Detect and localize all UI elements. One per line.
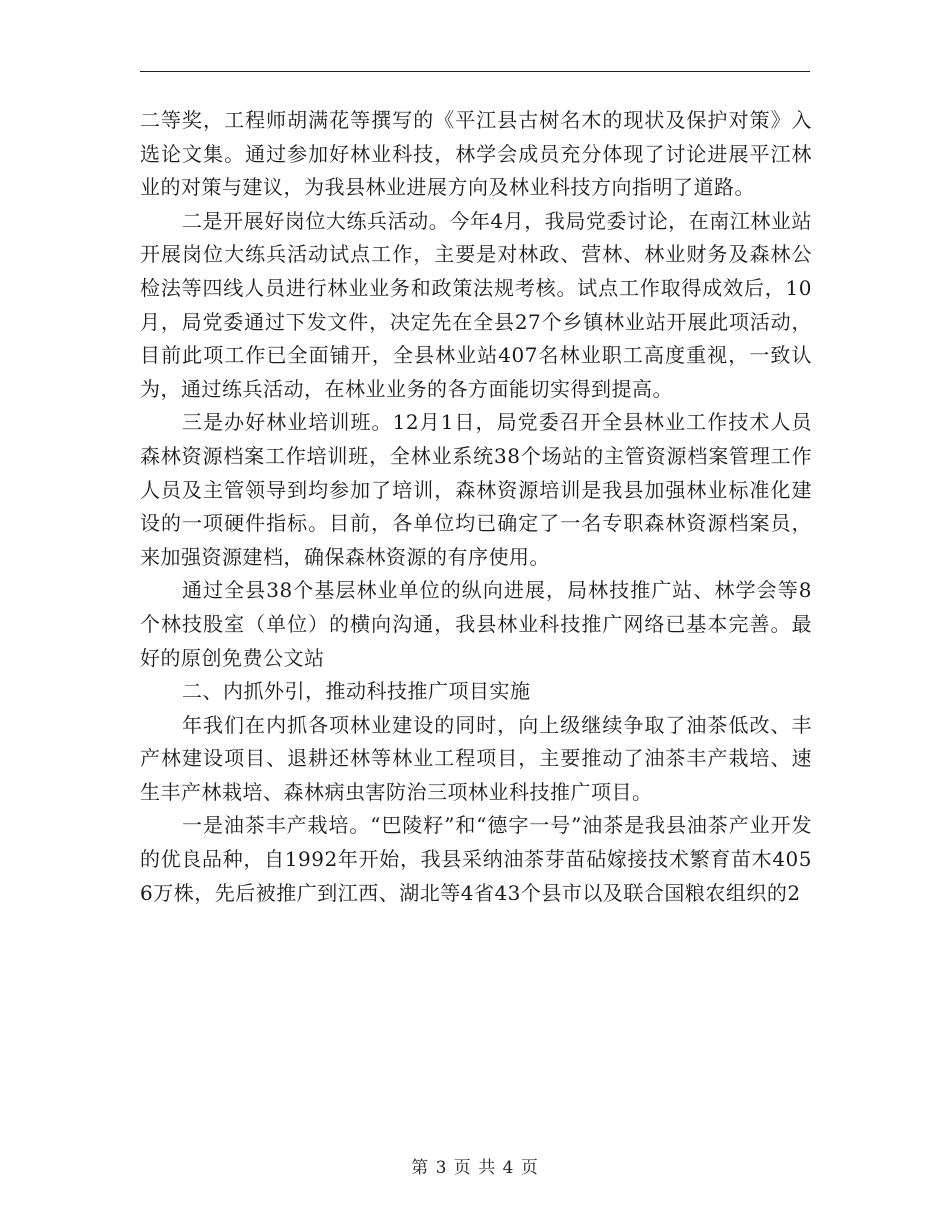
paragraph-1: 二等奖，工程师胡满花等撰写的《平江县古树名木的现状及保护对策》入选论文集。通过参加好林业科技，林学会成员充分体现了讨论进展平江林业的对策与建议，为我县林业进展方向及林业科技方向指明了道路。	[140, 108, 812, 200]
paragraph-6: 一是油茶丰产栽培。“巴陵籽”和“德字一号”油茶是我县油茶产业开发的优良品种，自1992年开始，我县采纳油茶芽苗砧嫁接技术繁育苗木4056万株，先后被推广到江西、湖北等4省43个县市以及联合国粮农组织的2	[140, 813, 812, 905]
page-number: 第 3 页 共 4 页	[411, 1158, 539, 1178]
document-body	[140, 104, 812, 910]
paragraph-5: 年我们在内抓各项林业建设的同时，向上级继续争取了油茶低改、丰产林建设项目、退耕还林等林业工程项目，主要推动了油茶丰产栽培、速生丰产林栽培、森林病虫害防治三项林业科技推广项目。	[140, 712, 812, 804]
paragraph-4: 通过全县38个基层林业单位的纵向进展，局林技推广站、林学会等8个林技股室（单位）的横向沟通，我县林业科技推广网络已基本完善。最好的原创免费公文站	[140, 578, 812, 670]
paragraph-2: 二是开展好岗位大练兵活动。今年4月，我局党委讨论，在南江林业站开展岗位大练兵活动试点工作，主要是对林政、营林、林业财务及森林公检法等四线人员进行林业业务和政策法规考核。试点工作取得成效后，10月，局党委通过下发文件，决定先在全县27个乡镇林业站开展此项活动，目前此项工作已全面铺开，全县林业站407名林业职工高度重视，一致认为，通过练兵活动，在林业业务的各方面能切实得到提高。	[140, 208, 812, 401]
header-rule	[140, 71, 810, 72]
paragraph-3: 三是办好林业培训班。12月1日，局党委召开全县林业工作技术人员森林资源档案工作培训班，全林业系统38个场站的主管资源档案管理工作人员及主管领导到均参加了培训，森林资源培训是我县加强林业标准化建设的一项硬件指标。目前，各单位均已确定了一名专职森林资源档案员，来加强资源建档，确保森林资源的有序使用。	[140, 410, 812, 569]
section-heading: 二、内抓外引，推动科技推广项目实施	[182, 679, 531, 704]
